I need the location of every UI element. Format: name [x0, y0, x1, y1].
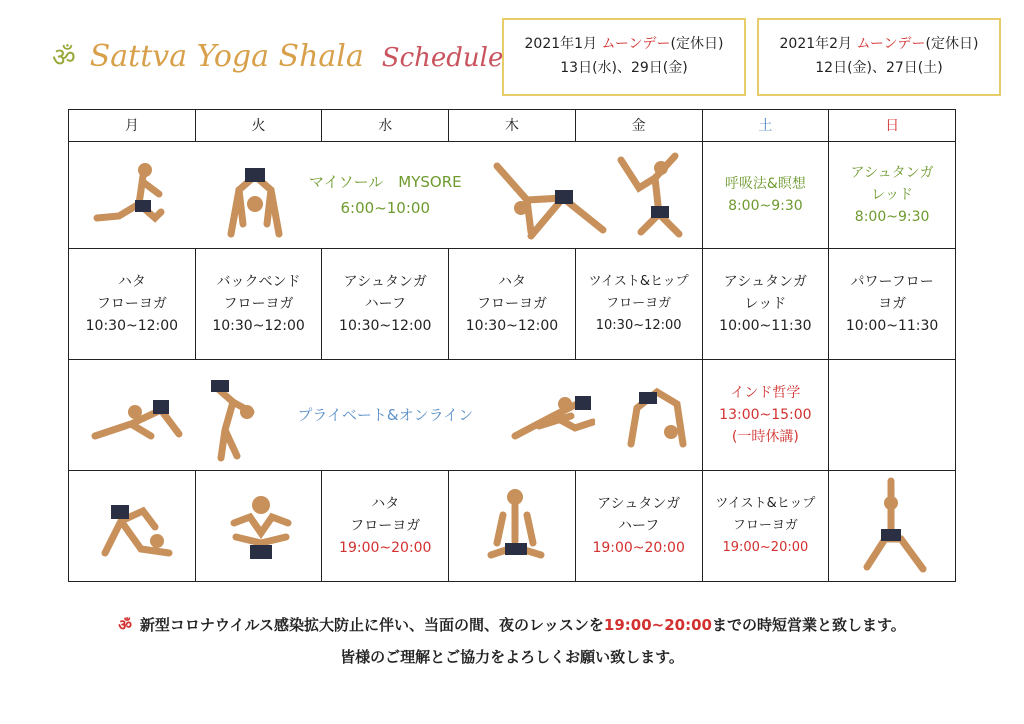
schedule-title: Schedule [381, 43, 504, 73]
class-name: ツイスト&ヒップ [715, 496, 816, 511]
private-online-label: プライベート&オンライン [297, 406, 474, 424]
thu-midday-class [449, 249, 576, 360]
schedule-row-evening [69, 471, 956, 582]
class-name-sub: フローヨガ [732, 518, 798, 533]
moonday-box-february [757, 18, 1001, 96]
footer-notice [0, 614, 1024, 635]
class-name-sub: フローヨガ [606, 296, 672, 311]
class-name: パワーフロー [850, 274, 934, 290]
sat-afternoon-class [702, 360, 829, 471]
moonday-dates: 12日(金)、27日(土) [815, 60, 943, 76]
class-note: (一時休講) [731, 429, 799, 445]
sat-evening-class [702, 471, 829, 582]
class-time: 10:30~12:00 [339, 318, 432, 334]
wed-evening-class [322, 471, 449, 582]
class-name: バックベンド [216, 274, 301, 290]
day-mon: 月 [69, 110, 196, 142]
sat-morning-class [702, 142, 829, 249]
day-fri: 金 [575, 110, 702, 142]
class-time: 13:00~15:00 [719, 407, 812, 423]
mon-evening-cell [69, 471, 196, 582]
tue-evening-cell [195, 471, 322, 582]
mysore-cell [69, 142, 703, 249]
footer-thanks: 皆様のご理解とご協力をよろしくお願い致します。 [340, 648, 684, 666]
yoga-pose-image [97, 497, 173, 559]
moonday-month: 2021年1月 [524, 36, 598, 52]
class-time: 10:30~12:00 [595, 318, 682, 333]
day-wed: 水 [322, 110, 449, 142]
class-name: ツイスト&ヒップ [588, 274, 689, 289]
day-tue: 火 [195, 110, 322, 142]
class-name: アシュタンガ [343, 274, 427, 290]
schedule-row-midday [69, 249, 956, 360]
class-time: 10:30~12:00 [212, 318, 305, 334]
class-name-sub: ハーフ [618, 518, 660, 534]
tue-midday-class [195, 249, 322, 360]
moonday-box-january [502, 18, 746, 96]
class-name: 呼吸法&瞑想 [724, 176, 806, 192]
class-name: ハタ [371, 496, 400, 512]
schedule-table [68, 109, 956, 582]
class-name: インド哲学 [730, 385, 801, 401]
class-name: アシュタンガ [723, 274, 807, 290]
thu-evening-cell [449, 471, 576, 582]
fri-midday-class [575, 249, 702, 360]
sun-midday-class [829, 249, 956, 360]
mysore-text [69, 169, 702, 221]
schedule-row-morning [69, 142, 956, 249]
om-icon: ॐ [52, 43, 76, 73]
class-name-sub: フローヨガ [223, 296, 294, 312]
day-thu: 木 [449, 110, 576, 142]
class-time: 10:00~11:30 [719, 318, 812, 334]
mysore-time: 6:00~10:00 [340, 199, 430, 217]
sun-afternoon-empty [829, 360, 956, 471]
private-online-cell [69, 360, 703, 471]
class-time: 10:30~12:00 [465, 318, 559, 334]
moonday-heading [759, 32, 999, 56]
moonday-label: ムーンデー [601, 36, 671, 52]
sun-evening-cell [829, 471, 956, 582]
om-icon: ॐ [118, 616, 132, 634]
class-time: 10:30~12:00 [85, 318, 179, 334]
moonday-month: 2021年2月 [779, 36, 853, 52]
class-time: 8:00~9:30 [854, 209, 930, 225]
mysore-title: マイソール MYSORE [308, 173, 462, 191]
class-time: 19:00~20:00 [722, 540, 809, 555]
sun-morning-class [829, 142, 956, 249]
footer-time: 19:00~20:00 [603, 616, 712, 634]
footer-text-end: までの時短営業と致します。 [711, 616, 906, 634]
mon-midday-class [69, 249, 196, 360]
day-sun: 日 [829, 110, 956, 142]
class-name-sub: フローヨガ [96, 296, 167, 312]
moonday-note: (定休日) [670, 36, 724, 52]
schedule-row-afternoon [69, 360, 956, 471]
class-name: アシュタンガ [597, 496, 681, 512]
footer-text: 新型コロナウイルス感染拡大防止に伴い、当面の間、夜のレッスンを [139, 616, 604, 634]
class-name-sub: レッド [871, 187, 914, 203]
brand-title: Sattva Yoga Shala [89, 39, 364, 74]
class-time: 8:00~9:30 [728, 198, 803, 214]
wed-midday-class [322, 249, 449, 360]
yoga-pose-image [226, 487, 296, 567]
class-name-sub: フローヨガ [350, 518, 421, 534]
class-name-sub: ハーフ [364, 296, 406, 312]
class-name: ハタ [497, 274, 526, 290]
logo [52, 38, 503, 74]
class-time: 19:00~20:00 [592, 540, 685, 556]
class-name-sub: レッド [744, 296, 787, 312]
class-time: 10:00~11:30 [845, 318, 939, 334]
moonday-heading [504, 32, 744, 56]
class-name: アシュタンガ [850, 165, 934, 181]
yoga-pose-image [853, 477, 929, 575]
class-name-sub: ヨガ [878, 296, 907, 312]
class-name: ハタ [117, 274, 146, 290]
moonday-dates: 13日(水)、29日(金) [560, 60, 688, 76]
moonday-label: ムーンデー [856, 36, 926, 52]
day-sat: 土 [702, 110, 829, 142]
day-header-row [69, 110, 956, 142]
class-name-sub: フローヨガ [476, 296, 547, 312]
moonday-note: (定休日) [925, 36, 979, 52]
yoga-pose-image [485, 483, 549, 573]
fri-evening-class [575, 471, 702, 582]
class-time: 19:00~20:00 [339, 540, 432, 556]
sat-midday-class [702, 249, 829, 360]
